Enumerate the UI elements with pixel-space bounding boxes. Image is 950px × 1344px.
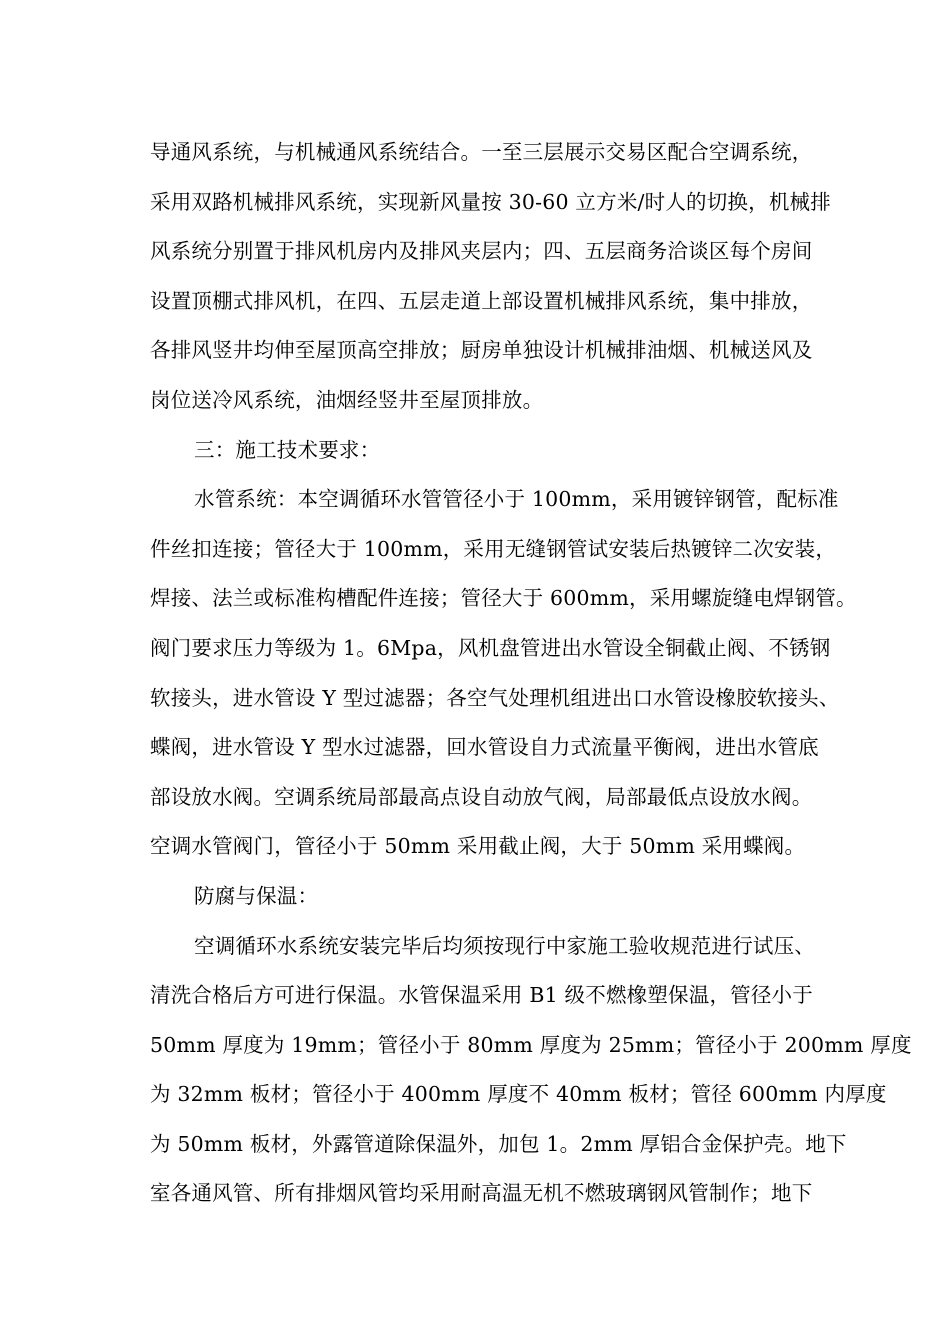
- section-heading: 三：施工技术要求：: [194, 437, 381, 462]
- text-line: 软接头，进水管设 Y 型过滤器；各空气处理机组进出口水管设橡胶软接头、: [150, 685, 840, 710]
- text-line: 为 50mm 板材，外露管道除保温外，加包 1。2mm 厚铝合金保护壳。地下: [150, 1131, 847, 1156]
- document-body: [150, 128, 912, 1219]
- text-line: 岗位送冷风系统，油烟经竖井至屋顶排放。: [150, 387, 544, 412]
- section-heading: 防腐与保温：: [194, 883, 319, 908]
- text-line: 采用双路机械排风系统，实现新风量按 30-60 立方米/时人的切换，机械排: [150, 189, 831, 214]
- text-line: 50mm 厚度为 19mm；管径小于 80mm 厚度为 25mm；管径小于 200mm 厚度: [150, 1032, 912, 1057]
- paragraph-start: 空调循环水系统安装完毕后均须按现行中家施工验收规范进行试压、: [194, 933, 815, 958]
- text-line: 风系统分别置于排风机房内及排风夹层内；四、五层商务洽谈区每个房间: [150, 239, 813, 264]
- text-line: 室各通风管、所有排烟风管均采用耐高温无机不燃玻璃钢风管制作；地下: [150, 1181, 813, 1206]
- text-line: 部设放水阀。空调系统局部最高点设自动放气阀，局部最低点设放水阀。: [150, 784, 813, 809]
- text-line: 空调水管阀门，管径小于 50mm 采用截止阀，大于 50mm 采用蝶阀。: [150, 834, 806, 859]
- text-line: 蝶阀，进水管设 Y 型水过滤器，回水管设自力式流量平衡阀，进出水管底: [150, 735, 819, 760]
- paragraph-start: 水管系统：本空调循环水管管径小于 100mm，采用镀锌钢管，配标准: [194, 487, 839, 512]
- text-line: 各排风竖井均伸至屋顶高空排放；厨房单独设计机械排油烟、机械送风及: [150, 338, 813, 363]
- text-line: 为 32mm 板材；管径小于 400mm 厚度不 40mm 板材；管径 600mm 内厚度: [150, 1082, 887, 1107]
- text-line: 清洗合格后方可进行保温。水管保温采用 B1 级不燃橡塑保温，管径小于: [150, 983, 813, 1008]
- text-line: 件丝扣连接；管径大于 100mm，采用无缝钢管试安装后热镀锌二次安装，: [150, 536, 837, 561]
- text-line: 阀门要求压力等级为 1。6Mpa，风机盘管进出水管设全铜截止阀、不锈钢: [150, 635, 831, 660]
- text-line: 设置顶棚式排风机，在四、五层走道上部设置机械排风系统，集中排放，: [150, 288, 813, 313]
- text-line: 焊接、法兰或标准构槽配件连接；管径大于 600mm，采用螺旋缝电焊钢管。: [150, 586, 857, 611]
- text-line: 导通风系统，与机械通风系统结合。一至三层展示交易区配合空调系统，: [150, 140, 813, 164]
